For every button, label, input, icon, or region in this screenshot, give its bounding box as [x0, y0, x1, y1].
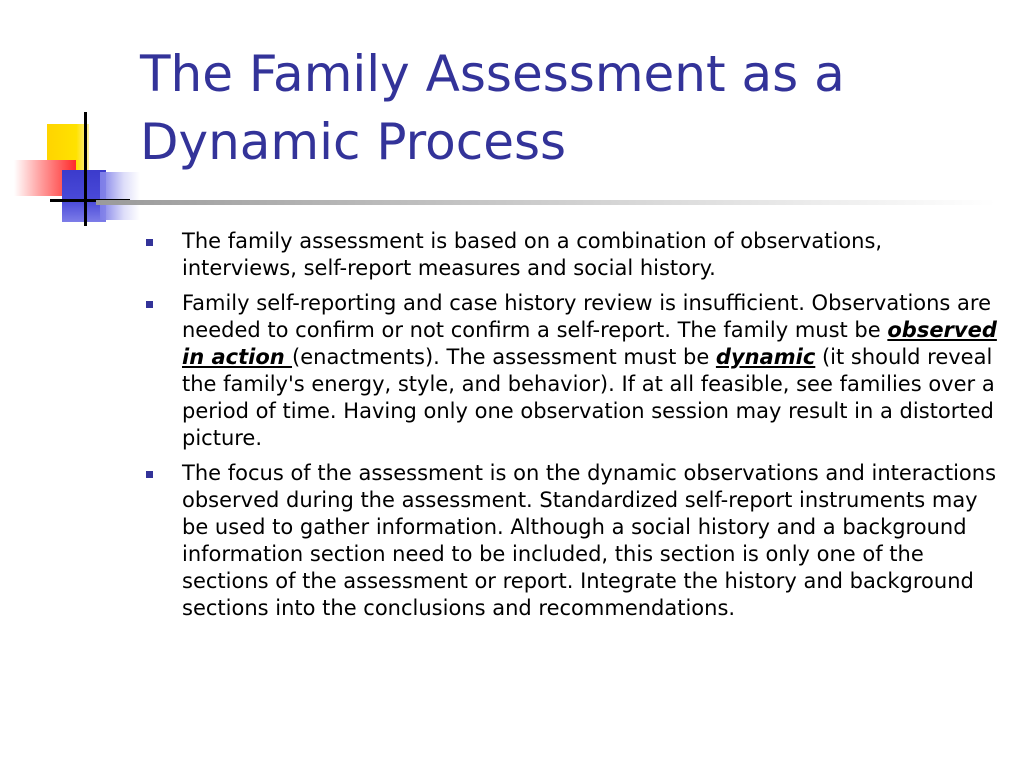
bullet-text: The focus of the assessment is on the dynamic observations and interactions observed during the assessment. Standardized self-report instruments may be used to gather information. Although a social history and a background information section need to be included, this section is only one of the sections of the assessment or report. Integrate the history and background sections into the conclusions and recommendations. — [182, 461, 997, 620]
decorative-blue-fade — [100, 172, 140, 220]
bullet-item — [140, 228, 1000, 282]
bullet-item — [140, 460, 1000, 622]
bullet-square-icon — [146, 301, 153, 308]
bullet-text: The family assessment is based on a combination of observations, interviews, self-report measures and social history. — [182, 229, 883, 280]
bullet-item — [140, 290, 1000, 452]
bullet-text-part: Family self-reporting and case history review is insufficient. Observations are needed to confirm or not confirm a self-report. The family must be — [182, 291, 992, 342]
bullet-square-icon — [146, 471, 153, 478]
bullet-text-part: (enactments). The assessment must be — [292, 345, 716, 369]
bullet-list — [140, 228, 1000, 630]
emphasis-observed-in-action: observed in action — [182, 318, 997, 369]
decorative-vertical-line — [84, 112, 87, 226]
bullet-square-icon — [146, 239, 153, 246]
bullet-text-part: (it should reveal the family's energy, style, and behavior). If at all feasible, see families over a period of time. Having only one observation session may result in a distorted picture. — [182, 345, 995, 450]
title-underline-rule — [96, 200, 996, 205]
slide-title: The Family Assessment as a Dynamic Process — [140, 45, 845, 171]
emphasis-dynamic: dynamic — [715, 345, 816, 369]
